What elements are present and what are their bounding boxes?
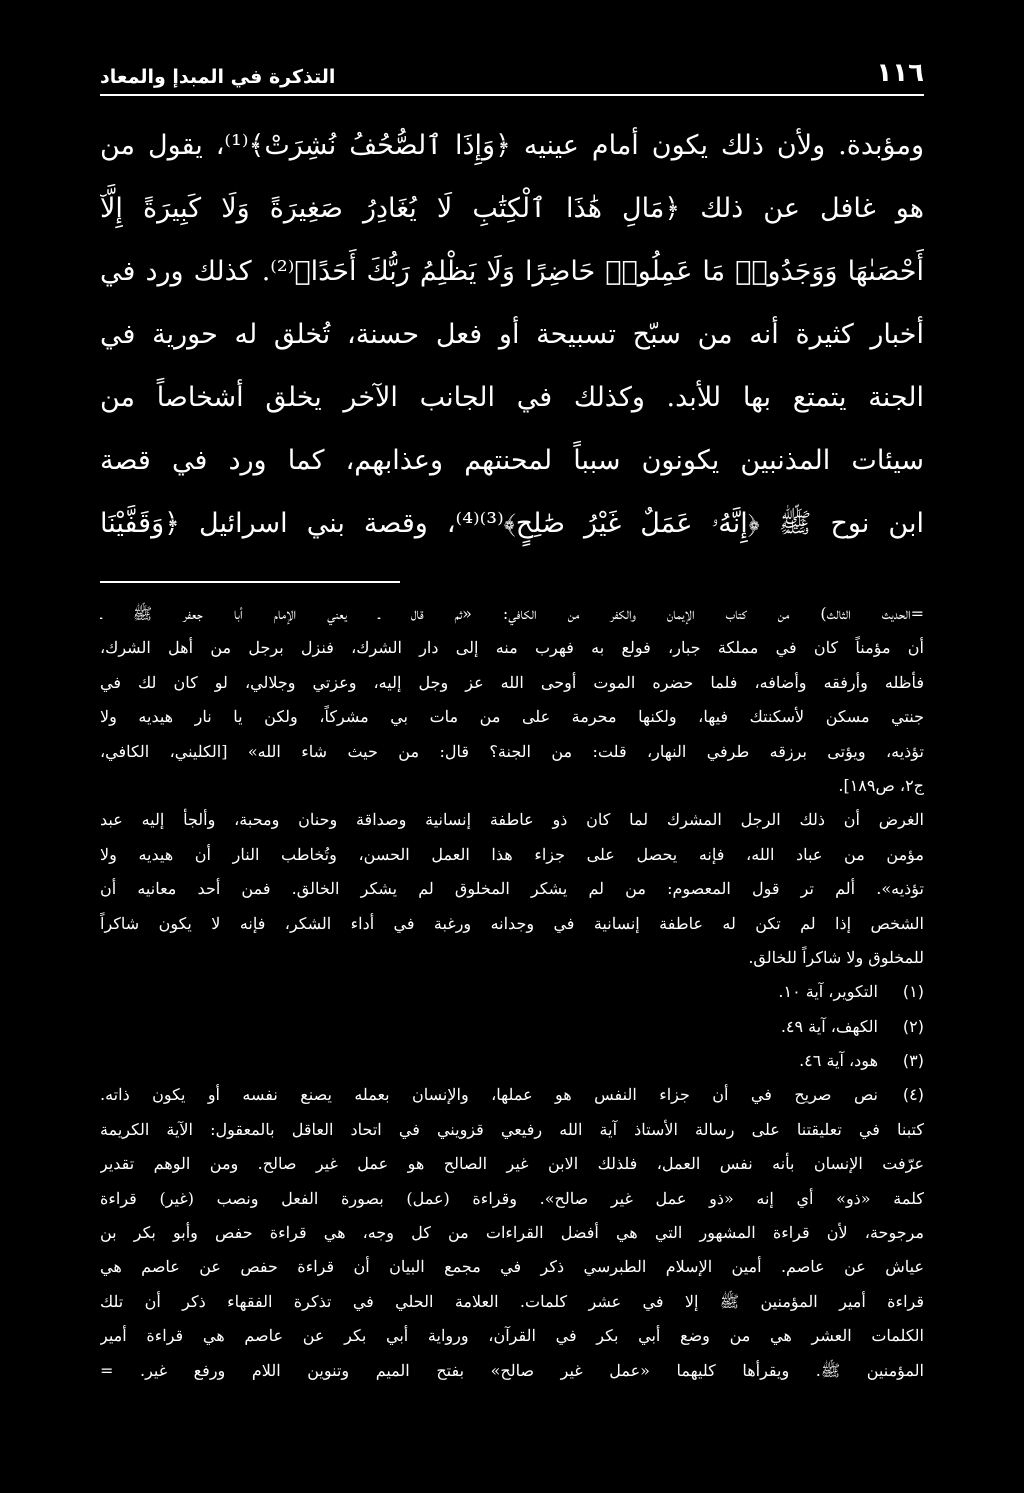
running-title: التذكرة في المبدإ والمعاد [100,66,336,88]
footnote-line: الكهف، آية ٤٩. [780,1016,878,1036]
main-text-line: أَحْصَىٰهَا وَوَجَدُوا۟ مَا عَمِلُوا۟ حَاضِرًا وَلَا يَظْلِمُ رَبُّكَ أَحَدًا﴾⁽²⁾. كذلك ورد في [100,256,924,287]
footnote-line: كلمة «ذو» أي إنه «ذو عمل غير صالح». وقراءة (عمل) بصورة الفعل ونصب (غير) قراءة [100,1188,924,1208]
footnote-line: ج٢، ص١٨٩]. [838,775,924,795]
footnote-line: جنتي مسكن لأسكنتك فيها، ولكنها محرمة على من مات بي مشركاً، ولكن يا نار هيديه ولا [100,707,924,727]
footnote-line: =الحديث الثالث) من كتاب الإيمان والكفر من الكافي: «ثم قال ـ يعني الإمام أبا جعفر ﷺ ـ [100,604,924,623]
main-text-line: سيئات المذنبين يكونون سبباً لمحنتهم وعذابهم، كما ورد في قصة [100,445,924,476]
footnote-line: مؤمن من عباد الله، فإنه يحصل على جزاء هذا العمل الحسن، وتُخاطب النار أن هيديه ولا [100,844,924,864]
footnote-line: فأظله وأرفقه وأضافه، فلما حضره الموت أوحى الله عز وجل إليه، وعزتي وجلالي، لو كان لك في [100,672,924,692]
footnote-line: عياش عن عاصم. أمين الإسلام الطبرسي ذكر في مجمع البيان أن قراءة حفص عن عاصم هي [100,1257,924,1277]
footnote-line: الشخص إذا لم تكن له عاطفة إنسانية في وجدانه ورغبة في أداء الشكر، فإنه لا يكون شاكراً [100,913,924,933]
main-text-line: ومؤبدة. ولأن ذلك يكون أمام عينيه ﴿وَإِذَا ٱلصُّحُفُ نُشِرَتْ﴾⁽¹⁾، يقول من [100,130,924,161]
footnote-line: الغرض أن ذلك الرجل المشرك لما كان ذو عاطفة إنسانية وصداقة وحنان ومحبة، وألجأ إليه عبد [100,810,924,830]
main-text-line: الجنة يتمتع بها للأبد. وكذلك في الجانب الآخر يخلق أشخاصاً من [100,382,924,413]
footnote-line: مرجوحة، لأن قراءة المشهور التي هي أفضل القراءات من كل وجه، هي قراءة حفص وأبو بكر بن [100,1223,924,1243]
main-text-line: ابن نوح ﷺ ﴿إِنَّهُۥ عَمَلٌ غَيْرُ صَٰلِحٍ﴾⁽³⁾⁽⁴⁾، وقصة بني اسرائيل ﴿وَقَفَّيْنَا [100,508,924,539]
footnote-continuation [100,597,924,803]
footnote-line: تؤذيه». ألم تر قول المعصوم: من لم يشكر المخلوق لم يشكر الخالق. فمن أحد معانيه أن [100,879,924,899]
footnote-line: أن مؤمناً كان في مملكة جبار، فولع به فهرب منه إلى دار الشرك، فنزل برجل من أهل الشرك، [100,638,924,658]
footnote-line: هود، آية ٤٦. [799,1051,878,1071]
main-text [100,114,924,555]
footnote-line: كتبنا في تعليقتنا على رسالة الأستاذ آية الله رفيعي قزويني في اتحاد العاقل بالمعقول: الآية الكريمة [100,1119,924,1139]
footnote-line: للمخلوق ولا شاكراً للخالق. [748,947,924,967]
footnote-marker: (٣) [902,1051,924,1071]
footnote-line: تؤذيه، ويؤتى برزقه طرفي النهار، قلت: من الجنة؟ قال: من حيث شاء الله» [الكليني، الكافي، [100,741,924,761]
footnote-comment [100,803,924,975]
footnote-2 [100,1010,924,1044]
footnotes-area [100,597,924,1388]
footnote-separator [100,581,400,583]
footnote-marker: (٢) [902,1016,924,1036]
main-text-line: أخبار كثيرة أنه من سبّح تسبيحة أو فعل حسنة، تُخلق له حورية في [100,319,924,350]
footnote-1 [100,975,924,1009]
footnote-3 [100,1044,924,1078]
footnote-line: الكلمات العشر هي من وضع أبي بكر في القرآن، ورواية أبي بكر عن عاصم هي قراءة أمير [100,1326,924,1346]
footnote-line: المؤمنين ﷺ. ويقرأها كليهما «عمل غير صالح» بفتح الميم وتنوين اللام ورفع غير. = [100,1360,924,1380]
footnote-line: التكوير، آية ١٠. [778,982,878,1002]
main-text-line: هو غافل عن ذلك ﴿مَالِ هَٰذَا ٱلْكِتَٰبِ لَا يُغَادِرُ صَغِيرَةً وَلَا كَبِيرَةً إِلَّآ [100,193,924,224]
footnote-marker: (١) [902,982,924,1002]
running-head [100,40,924,96]
footnote-line: نص صريح في أن جزاء النفس هو عملها، والإنسان بعمله يصنع نفسه أو يكون ذاته. [100,1085,878,1105]
page-number: ١١٦ [876,58,924,88]
footnote-4 [100,1078,924,1112]
footnote-line: عرّفت الإنسان بأنه نفس العمل، فلذلك الابن غير الصالح هو عمل غير صالح. ومن الوهم تقدير [100,1154,924,1174]
footnote-line: قراءة أمير المؤمنين ﷺ إلا في عشر كلمات. العلامة الحلي في تذكرة الفقهاء ذكر أن تلك [100,1291,924,1311]
footnote-marker: (٤) [902,1085,924,1105]
